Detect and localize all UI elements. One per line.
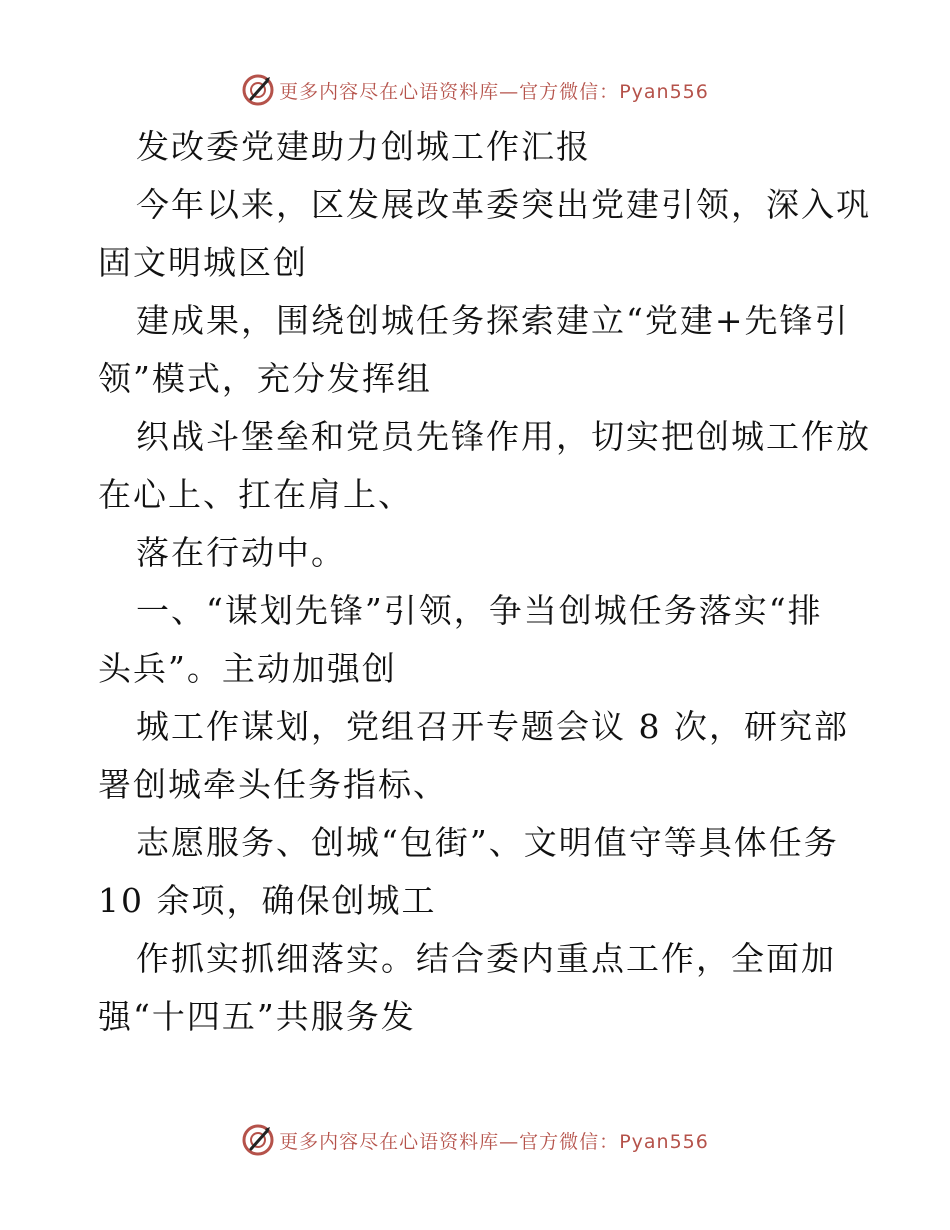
banner-text <box>279 1127 709 1154</box>
paragraph-line: 城工作谋划，党组召开专题会议 8 次，研究部 <box>136 707 849 746</box>
banner-text <box>279 77 709 104</box>
paragraph-line: 头兵”。主动加强创 <box>98 649 397 688</box>
banner-dash: — <box>499 1130 520 1153</box>
paragraph-line: 今年以来，区发展改革委突出党建引领，深入巩 <box>136 185 871 224</box>
red-seal-logo-icon <box>241 1123 275 1157</box>
paragraph-line: 织战斗堡垒和党员先锋作用，切实把创城工作放 <box>136 417 871 456</box>
paragraph-line: 志愿服务、创城“包街”、文明值守等具体任务 <box>136 823 839 862</box>
banner-wechat-id: Pyan556 <box>619 80 709 103</box>
section-heading-line: 一、“谋划先锋”引领，争当创城任务落实“排 <box>136 591 823 630</box>
banner-dash: — <box>499 80 520 103</box>
banner-site-name: 更多内容尽在心语资料库 <box>279 1130 500 1153</box>
paragraph-line: 作抓实抓细落实。结合委内重点工作，全面加 <box>136 939 836 978</box>
paragraph-line: 领”模式，充分发挥组 <box>98 359 432 398</box>
paragraph-line: 强“十四五”共服务发 <box>98 997 416 1036</box>
document-title: 发改委党建助力创城工作汇报 <box>136 127 591 166</box>
paragraph-line: 署创城牵头任务指标、 <box>98 765 448 804</box>
header-banner <box>0 70 950 110</box>
document-body <box>98 118 871 1046</box>
banner-wechat-label: 官方微信： <box>519 1130 620 1153</box>
banner-wechat-id: Pyan556 <box>619 1130 709 1153</box>
paragraph-line: 建成果，围绕创城任务探索建立“党建+先锋引 <box>136 301 850 340</box>
paragraph-line: 10 余项，确保创城工 <box>98 881 437 920</box>
paragraph-line: 固文明城区创 <box>98 243 308 282</box>
banner-wechat-label: 官方微信： <box>519 80 620 103</box>
paragraph-line: 在心上、扛在肩上、 <box>98 475 413 514</box>
red-seal-logo-icon <box>241 73 275 107</box>
paragraph-line: 落在行动中。 <box>136 533 346 572</box>
banner-site-name: 更多内容尽在心语资料库 <box>279 80 500 103</box>
footer-banner <box>0 1120 950 1160</box>
